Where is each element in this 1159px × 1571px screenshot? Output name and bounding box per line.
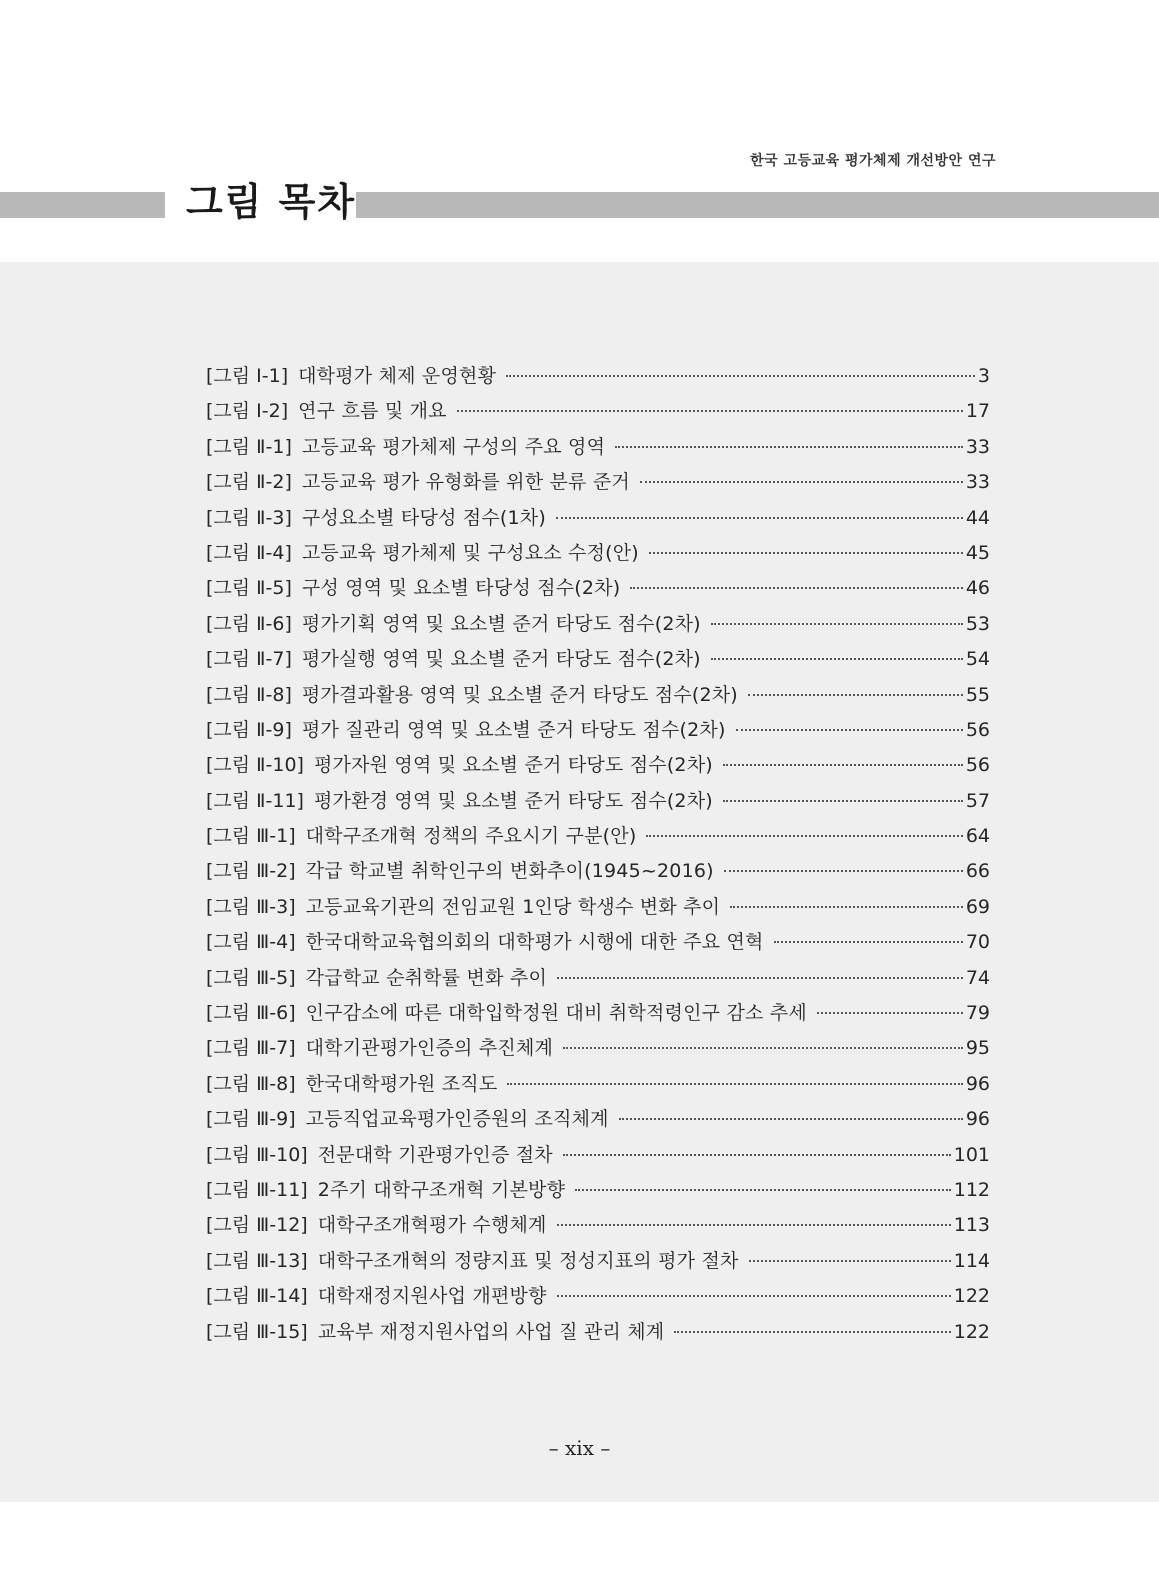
toc-entry-page: 54 [965,648,990,671]
toc-entry-label: [그림 Ⅲ-10] [206,1143,308,1166]
toc-entry[interactable] [206,1102,990,1137]
toc-entry-label: [그림 Ⅲ-13] [206,1249,308,1272]
toc-entry-page: 79 [965,1002,990,1025]
toc-entry-title: 대학구조개혁의 정량지표 및 정성지표의 평가 절차 [317,1249,739,1272]
toc-dot-leader [723,799,963,802]
toc-entry-label: [그림 Ⅱ-5] [206,577,292,600]
toc-entry-label: [그림 Ⅲ-14] [206,1285,308,1308]
toc-dot-leader [615,445,963,448]
toc-entry-title: 평가실행 영역 및 요소별 준거 타당도 점수(2차) [301,648,701,671]
toc-entry[interactable] [206,394,990,429]
page-title: 그림 목차 [186,180,357,224]
toc-entry-title: 대학평가 체제 운영현황 [298,365,497,387]
toc-entry-title: 대학재정지원사업 개편방향 [317,1285,547,1308]
running-header-title: 한국 고등교육 평가체제 개선방안 연구 [750,153,996,169]
toc-dot-leader [575,1188,951,1191]
toc-entry-page: 96 [965,1072,990,1095]
toc-entry-title: 한국대학교육협의회의 대학평가 시행에 대한 주요 연혁 [305,931,764,954]
toc-entry-page: 56 [965,718,990,741]
toc-entry[interactable] [206,607,990,642]
toc-entry[interactable] [206,961,990,996]
toc-entry-page: 112 [953,1178,990,1201]
toc-entry[interactable] [206,854,990,889]
toc-entry-label: [그림 Ⅲ-9] [206,1108,296,1131]
toc-entry-label: [그림 Ⅱ-2] [206,471,292,494]
toc-dot-leader [724,869,963,872]
toc-entry-label: [그림 Ⅲ-3] [206,895,296,918]
toc-dot-leader [563,1153,951,1156]
toc-entry-page: 95 [965,1037,990,1060]
toc-dot-leader [563,1046,963,1049]
toc-entry-label: [그림 Ⅰ-2] [206,400,289,423]
toc-entry-page: 57 [965,789,990,812]
toc-entry-title: 고등직업교육평가인증원의 조직체계 [305,1108,609,1131]
toc-entry-title: 고등교육기관의 전임교원 1인당 학생수 변화 추이 [305,895,721,918]
toc-entry-label: [그림 Ⅲ-2] [206,860,296,883]
toc-entry[interactable] [206,571,990,606]
toc-entry-label: [그림 Ⅲ-1] [206,825,296,848]
toc-entry-label: [그림 Ⅲ-15] [206,1320,308,1343]
toc-entry-label: [그림 Ⅱ-10] [206,754,304,777]
toc-entry-title: 교육부 재정지원사업의 사업 질 관리 체계 [317,1320,665,1343]
toc-entry-title: 연구 흐름 및 개요 [298,400,447,423]
toc-entry-page: 114 [953,1249,990,1272]
toc-entry[interactable] [206,713,990,748]
toc-entry-title: 평가기획 영역 및 요소별 준거 타당도 점수(2차) [301,612,701,635]
toc-entry[interactable] [206,784,990,819]
toc-entry[interactable] [206,890,990,925]
toc-entry-title: 고등교육 평가 유형화를 위한 분류 준거 [301,471,630,494]
toc-entry-title: 각급 학교별 취학인구의 변화추이(1945~2016) [305,860,714,883]
toc-entry[interactable] [206,748,990,783]
toc-dot-leader [711,657,963,660]
toc-dot-leader [557,1223,951,1226]
toc-entry[interactable] [206,996,990,1031]
toc-entry-page: 55 [965,683,990,706]
toc-entry-title: 대학기관평가인증의 추진체계 [305,1037,554,1060]
toc-entry[interactable] [206,1031,990,1066]
toc-entry[interactable] [206,501,990,536]
toc-entry-page: 66 [965,860,990,883]
toc-entry-label: [그림 Ⅲ-6] [206,1002,296,1025]
toc-entry-page: 122 [953,1285,990,1308]
toc-entry[interactable] [206,1279,990,1314]
toc-entry-title: 구성요소별 타당성 점수(1차) [301,506,546,529]
toc-entry-title: 구성 영역 및 요소별 타당성 점수(2차) [301,577,621,600]
toc-entry-page: 33 [965,435,990,458]
toc-entry[interactable] [206,1138,990,1173]
toc-dot-leader [817,1011,963,1014]
toc-entry-title: 각급학교 순취학률 변화 추이 [305,966,547,989]
toc-dot-leader [556,516,963,519]
toc-entry-page: 113 [953,1214,990,1237]
toc-entry[interactable] [206,642,990,677]
toc-entry-page: 44 [965,506,990,529]
toc-dot-leader [748,693,963,696]
toc-entry-title: 평가 질관리 영역 및 요소별 준거 타당도 점수(2차) [301,718,726,741]
toc-entry[interactable] [206,925,990,960]
toc-entry-page: 122 [953,1320,990,1343]
toc-dot-leader [457,409,963,412]
toc-entry[interactable] [206,1067,990,1102]
toc-entry[interactable] [206,359,990,394]
toc-entry-label: [그림 Ⅰ-1] [206,365,289,387]
title-bar-left [0,192,165,218]
toc-dot-leader [506,374,975,377]
toc-entry-title: 2주기 대학구조개혁 기본방향 [317,1178,566,1201]
toc-dot-leader [749,1259,951,1262]
toc-entry-label: [그림 Ⅱ-9] [206,718,292,741]
toc-entry-title: 인구감소에 따른 대학입학정원 대비 취학적령인구 감소 추세 [305,1002,807,1025]
toc-entry-label: [그림 Ⅱ-6] [206,612,292,635]
toc-entry[interactable] [206,1173,990,1208]
toc-entry-page: 101 [953,1143,990,1166]
toc-entry-title: 고등교육 평가체제 구성의 주요 영역 [301,435,606,458]
toc-dot-leader [674,1330,950,1333]
toc-entry-label: [그림 Ⅱ-8] [206,683,292,706]
toc-entry[interactable] [206,678,990,713]
toc-dot-leader [630,586,962,589]
toc-entry-label: [그림 Ⅲ-5] [206,966,296,989]
title-bar-right [356,192,1159,218]
toc-entry[interactable] [206,465,990,500]
toc-dot-leader [649,551,963,554]
toc-entry-page: 45 [965,541,990,564]
toc-entry-page: 74 [965,966,990,989]
figure-toc-list [206,359,990,1350]
toc-entry-label: [그림 Ⅱ-1] [206,435,292,458]
toc-entry-label: [그림 Ⅲ-4] [206,931,296,954]
toc-dot-leader [557,976,963,979]
toc-dot-leader [736,728,963,731]
toc-dot-leader [723,763,963,766]
toc-dot-leader [774,940,963,943]
toc-dot-leader [711,622,963,625]
toc-entry-title: 대학구조개혁 정책의 주요시기 구분(안) [305,825,637,848]
toc-entry-page: 33 [965,471,990,494]
page-number: – xix – [548,1436,611,1460]
toc-dot-leader [646,834,962,837]
toc-entry-page: 64 [965,825,990,848]
toc-dot-leader [730,905,963,908]
toc-entry-title: 한국대학평가원 조직도 [305,1072,498,1095]
toc-dot-leader [619,1117,963,1120]
toc-dot-leader [507,1082,962,1085]
toc-entry-label: [그림 Ⅲ-12] [206,1214,308,1237]
toc-entry-label: [그림 Ⅱ-11] [206,789,304,812]
toc-entry-label: [그림 Ⅲ-8] [206,1072,296,1095]
toc-dot-leader [557,1294,951,1297]
toc-entry-page: 96 [965,1108,990,1131]
toc-entry[interactable] [206,1315,990,1350]
toc-entry[interactable] [206,819,990,854]
toc-entry-title: 평가자원 영역 및 요소별 준거 타당도 점수(2차) [313,754,713,777]
toc-entry-label: [그림 Ⅱ-7] [206,648,292,671]
toc-entry-label: [그림 Ⅱ-3] [206,506,292,529]
toc-dot-leader [640,480,963,483]
toc-entry-title: 평가환경 영역 및 요소별 준거 타당도 점수(2차) [313,789,713,812]
toc-entry-title: 전문대학 기관평가인증 절차 [317,1143,553,1166]
toc-entry-page: 46 [965,577,990,600]
toc-entry[interactable] [206,1208,990,1243]
toc-entry-label: [그림 Ⅲ-11] [206,1178,308,1201]
toc-entry-title: 대학구조개혁평가 수행체계 [317,1214,547,1237]
toc-entry[interactable] [206,430,990,465]
toc-entry-label: [그림 Ⅲ-7] [206,1037,296,1060]
toc-entry-page: 56 [965,754,990,777]
toc-entry-label: [그림 Ⅱ-4] [206,541,292,564]
toc-entry-page: 17 [965,400,990,423]
toc-entry-title: 고등교육 평가체제 및 구성요소 수정(안) [301,541,639,564]
toc-entry[interactable] [206,1244,990,1279]
toc-entry[interactable] [206,536,990,571]
toc-entry-page: 69 [965,895,990,918]
toc-entry-page: 70 [965,931,990,954]
toc-entry-page: 3 [977,365,990,387]
toc-entry-page: 53 [965,612,990,635]
toc-entry-title: 평가결과활용 영역 및 요소별 준거 타당도 점수(2차) [301,683,738,706]
